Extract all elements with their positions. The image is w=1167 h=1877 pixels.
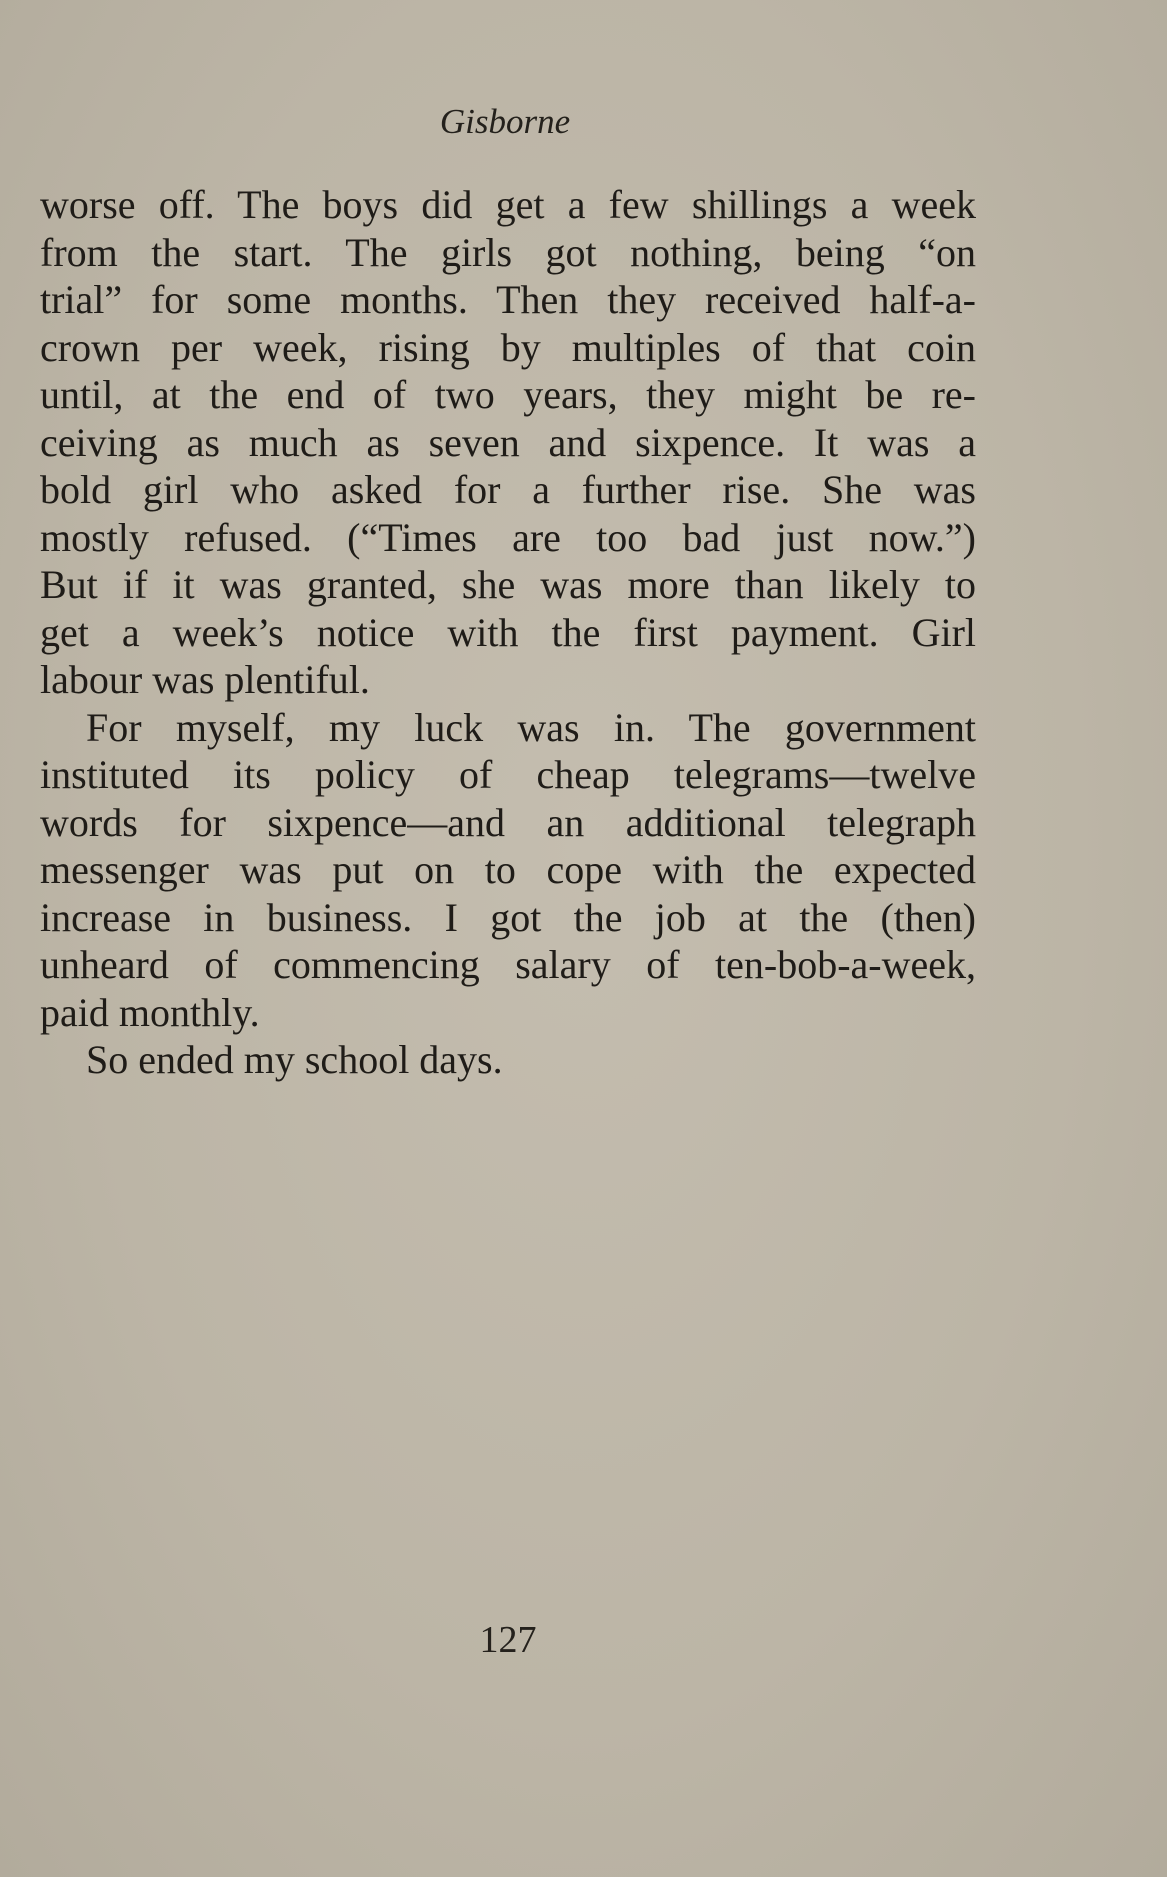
text-line: from the start. The girls got nothing, being “on	[40, 229, 976, 275]
text-line: increase in business. I got the job at the (then)	[40, 894, 976, 940]
text-line: labour was plentiful.	[40, 657, 370, 702]
text-line: But if it was granted, she was more than likely to	[40, 562, 976, 607]
text-line: get a week’s notice with the first payment. Girl	[40, 609, 976, 655]
text-line: So ended my school days.	[86, 1037, 503, 1082]
text-line: instituted its policy of cheap telegrams—twelve	[40, 752, 976, 797]
text-line: worse off. The boys did get a few shillings a week	[40, 182, 976, 227]
text-line: bold girl who asked for a further rise. She was	[40, 467, 976, 512]
text-line: For myself, my luck was in. The government	[86, 704, 976, 750]
body-text	[40, 181, 976, 1084]
text-line: messenger was put on to cope with the expected	[40, 847, 976, 892]
text-line: until, at the end of two years, they might be re-	[40, 372, 976, 417]
running-head: Gisborne	[439, 102, 571, 141]
text-line: words for sixpence—and an additional telegraph	[40, 799, 976, 845]
text-line: ceiving as much as seven and sixpence. It was a	[40, 419, 976, 465]
text-line: crown per week, rising by multiples of that coin	[40, 324, 976, 370]
text-line: paid monthly.	[40, 989, 260, 1035]
text-line: mostly refused. (“Times are too bad just now.”)	[40, 514, 976, 560]
text-line: unheard of commencing salary of ten-bob-a-week,	[40, 942, 976, 987]
text-line: trial” for some months. Then they received half-a-	[40, 277, 976, 322]
page-number: 127	[479, 1619, 537, 1661]
